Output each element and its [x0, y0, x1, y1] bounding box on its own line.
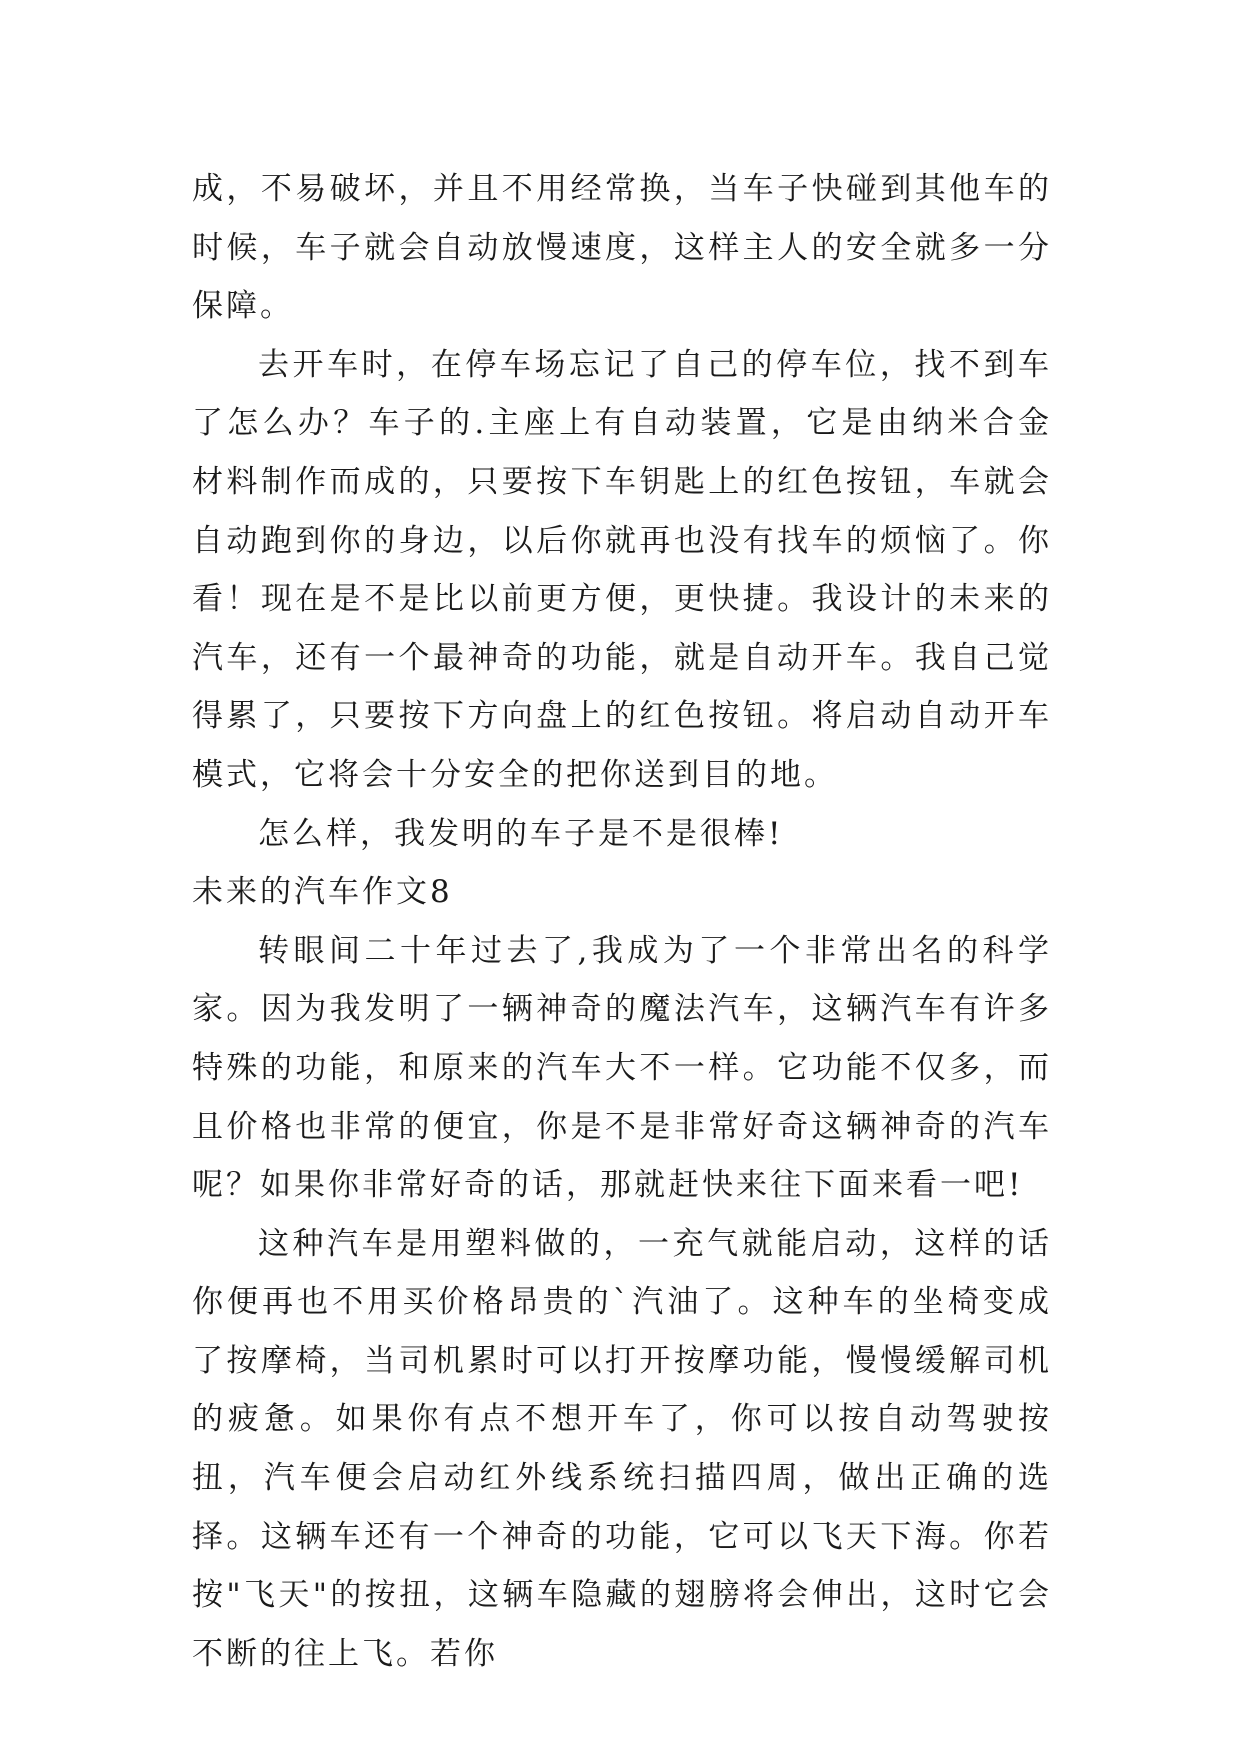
- paragraph: 转眼间二十年过去了,我成为了一个非常出名的科学家。因为我发明了一辆神奇的魔法汽车，这辆汽车有许多特殊的功能，和原来的汽车大不一样。它功能不仅多，而且价格也非常的便宜，你是不是非常好奇这辆神奇的汽车呢？如果你非常好奇的话，那就赶快来往下面来看一吧!: [192, 932, 1052, 1204]
- section-heading: 未来的汽车作文8: [192, 874, 453, 911]
- paragraph: 这种汽车是用塑料做的，一充气就能启动，这样的话你便再也不用买价格昂贵的`汽油了。这种车的坐椅变成了按摩椅，当司机累时可以打开按摩功能，慢慢缓解司机的疲惫。如果你有点不想开车了，你可以按自动驾驶按扭，汽车便会启动红外线系统扫描四周，做出正确的选择。这辆车还有一个神奇的功能，它可以飞天下海。你若按"飞天"的按扭，这辆车隐藏的翅膀将会伸出，这时它会不断的往上飞。若你: [192, 1225, 1052, 1672]
- paragraph-continued: 成，不易破坏，并且不用经常换，当车子快碰到其他车的时候，车子就会自动放慢速度，这样主人的安全就多一分保障。: [192, 171, 1052, 325]
- paragraph: 去开车时，在停车场忘记了自己的停车位，找不到车了怎么办？车子的.主座上有自动装置，它是由纳米合金材料制作而成的，只要按下车钥匙上的红色按钮，车就会自动跑到你的身边，以后你就再也没有找车的烦恼了。你看！现在是不是比以前更方便，更快捷。我设计的未来的汽车，还有一个最神奇的功能，就是自动开车。我自己觉得累了，只要按下方向盘上的红色按钮。将启动自动开车模式，它将会十分安全的把你送到目的地。: [192, 346, 1052, 793]
- document-body: [192, 160, 1052, 1683]
- paragraph: 怎么样，我发明的车子是不是很棒!: [258, 815, 784, 852]
